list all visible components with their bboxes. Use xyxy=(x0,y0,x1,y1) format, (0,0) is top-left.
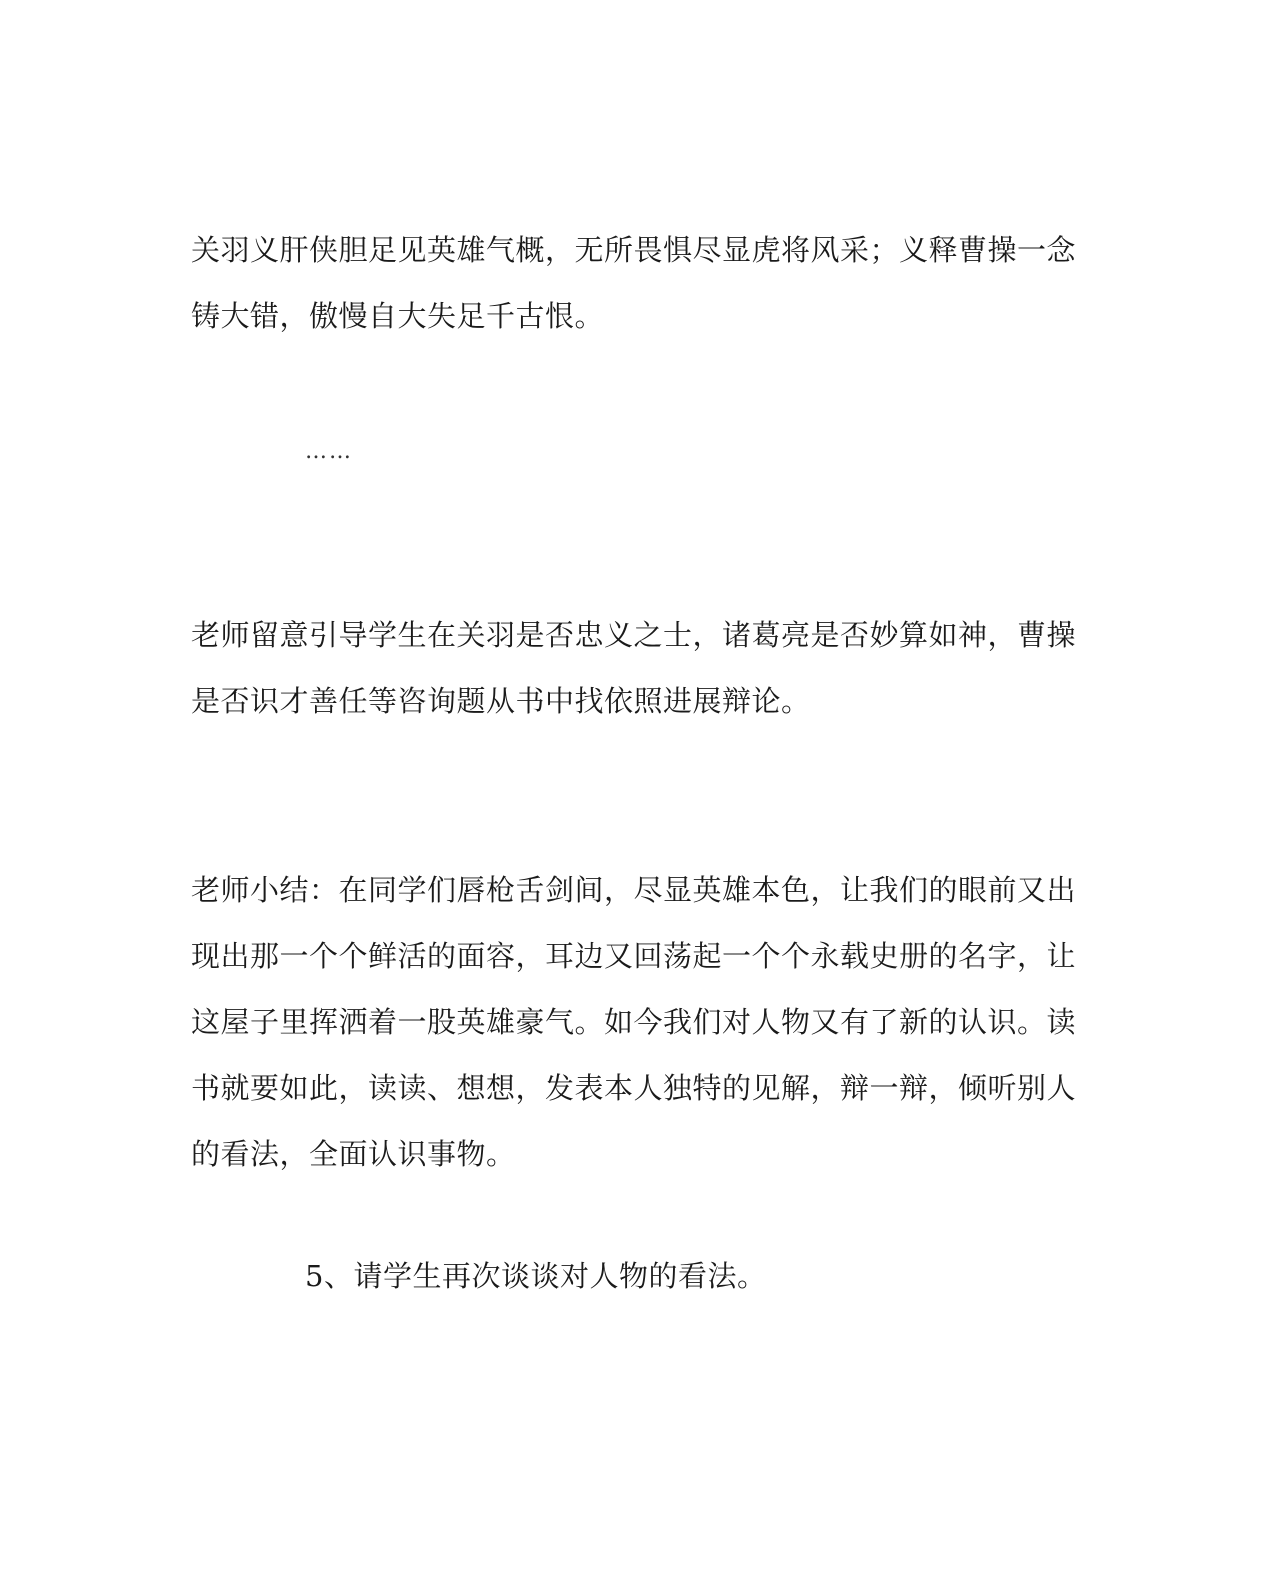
text-line: 书就要如此，读读、想想，发表本人独特的见解，辩一辩，倾听别人 xyxy=(191,1071,1077,1105)
text-line: 现出那一个个鲜活的面容，耳边又回荡起一个个永载史册的名字，让 xyxy=(191,939,1077,973)
text-line: 关羽义肝侠胆足见英雄气概，无所畏惧尽显虎将风采；义释曹操一念 xyxy=(191,233,1077,267)
paragraph-teacher-summary xyxy=(191,857,1077,1187)
paragraph-guan-yu xyxy=(191,217,1077,349)
paragraph-teacher-guidance xyxy=(191,602,1077,734)
text-line: 是否识才善任等咨询题从书中找依照进展辩论。 xyxy=(191,684,811,718)
text-line: 铸大错，傲慢自大失足千古恨。 xyxy=(191,299,605,333)
text-line: 老师小结：在同学们唇枪舌剑间，尽显英雄本色，让我们的眼前又出 xyxy=(191,873,1077,907)
ellipsis: …… xyxy=(305,439,353,464)
text-line: 这屋子里挥洒着一股英雄豪气。如今我们对人物又有了新的认识。读 xyxy=(191,1005,1077,1039)
text-line: 老师留意引导学生在关羽是否忠义之士，诸葛亮是否妙算如神，曹操 xyxy=(191,618,1077,652)
text-line: 的看法，全面认识事物。 xyxy=(191,1137,516,1171)
step-5-heading: 5、请学生再次谈谈对人物的看法。 xyxy=(305,1259,767,1293)
